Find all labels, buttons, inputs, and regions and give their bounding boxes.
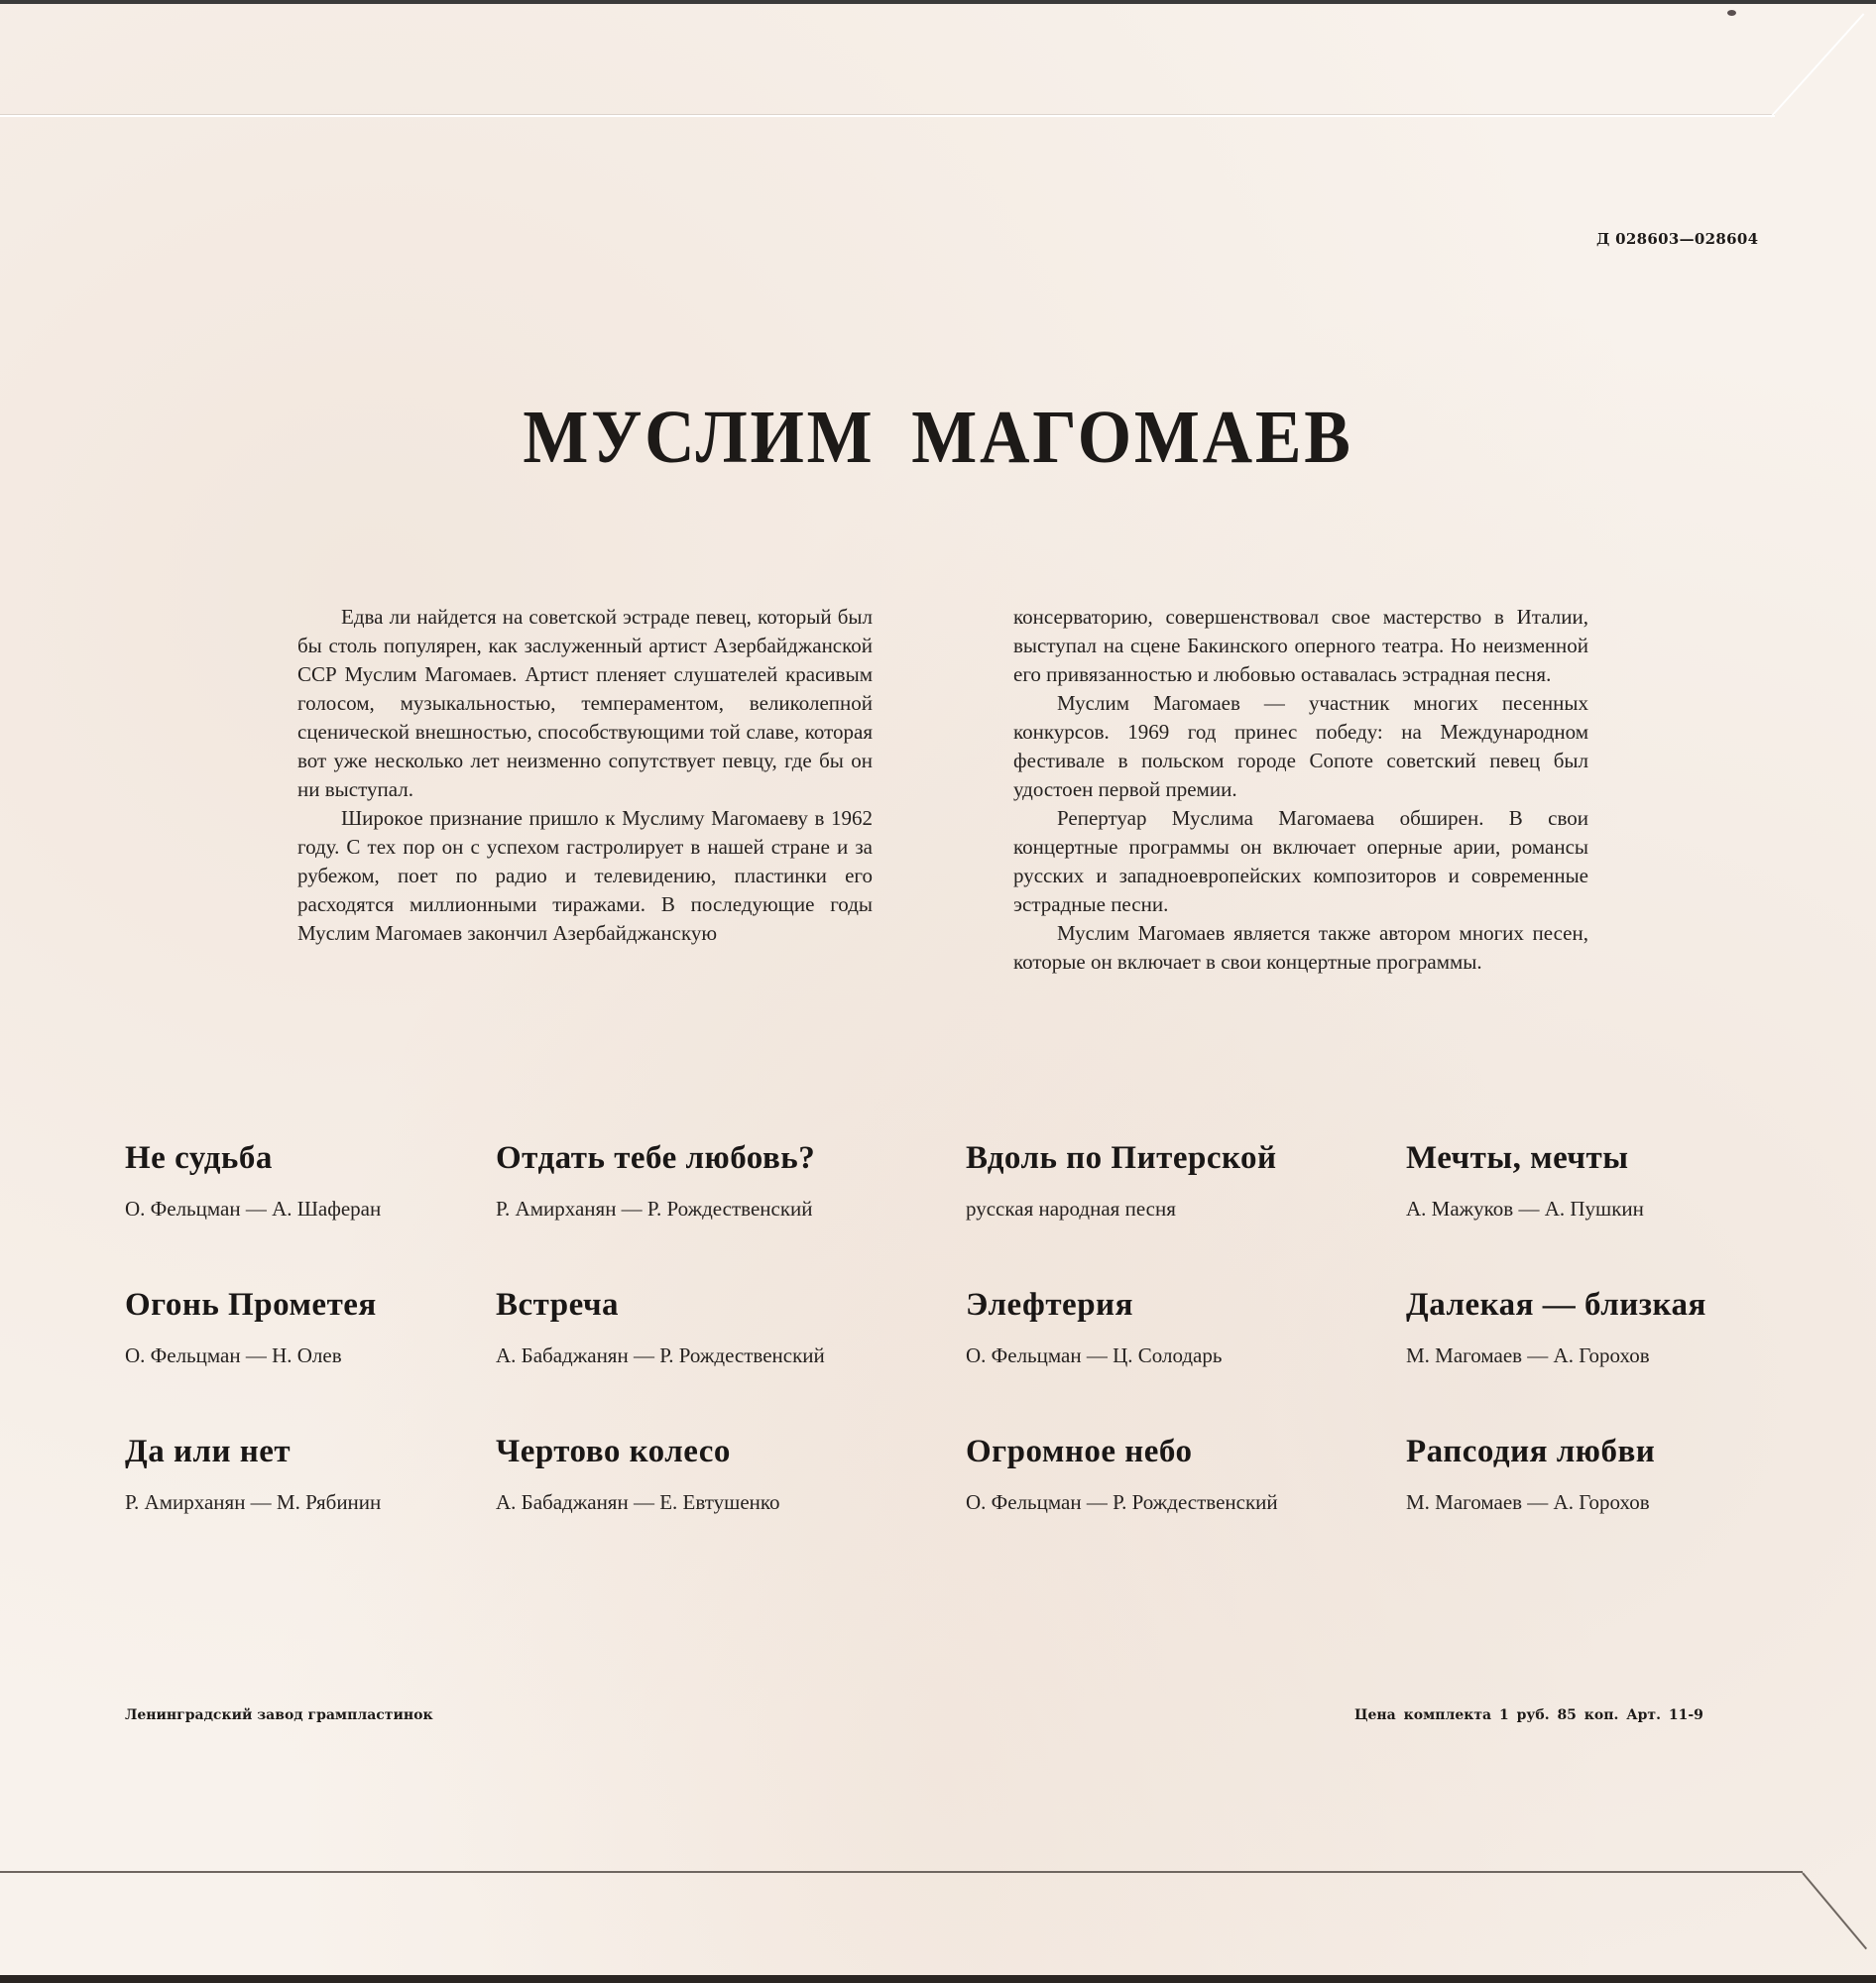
track-item <box>1406 1140 1862 1222</box>
catalog-number: Д 028603—028604 <box>1596 230 1759 248</box>
bio-right-column <box>1013 603 1588 977</box>
bio-paragraph: Широкое признание пришло к Муслиму Магомаеву в 1962 году. С тех пор он с успехом гастролирует в нашей стране и за рубежом, поет по радио и телевидению, пластинки его расходятся миллионными тиражами. В последующие годы Муслим Магомаев закончил Азербайджанскую <box>297 806 873 945</box>
track-credits: О. Фельцман — Н. Олев <box>125 1343 342 1367</box>
track-item <box>966 1140 1422 1222</box>
track-title: Да или нет <box>125 1434 292 1469</box>
track-credits: М. Магомаев — А. Горохов <box>1406 1490 1650 1514</box>
track-title: Чертово колесо <box>496 1434 731 1469</box>
track-item <box>1406 1434 1862 1515</box>
track-item <box>496 1287 952 1368</box>
track-title: Мечты, мечты <box>1406 1140 1629 1176</box>
track-credits: Р. Амирханян — Р. Рождественский <box>496 1197 813 1221</box>
track-title: Рапсодия любви <box>1406 1434 1656 1469</box>
top-flap-crease <box>0 115 1775 117</box>
bio-left-column <box>297 603 873 948</box>
track-item <box>496 1140 952 1222</box>
manufacturer-label: Ленинградский завод грампластинок <box>125 1707 433 1723</box>
track-title: Далекая — близкая <box>1406 1287 1706 1323</box>
bottom-flap-crease-diagonal <box>1802 1872 1867 1949</box>
track-item <box>966 1287 1422 1368</box>
track-credits: О. Фельцман — А. Шаферан <box>125 1197 382 1221</box>
ink-speck <box>1727 10 1736 16</box>
track-item <box>966 1434 1422 1515</box>
price-label: Цена комплекта 1 руб. 85 коп. Арт. 11-9 <box>1354 1707 1703 1723</box>
track-credits: А. Мажуков — А. Пушкин <box>1406 1197 1644 1221</box>
bio-paragraph: Муслим Магомаев является также автором многих песен, которые он включает в свои концертные программы. <box>1013 921 1588 974</box>
track-title: Не судьба <box>125 1140 273 1176</box>
track-title: Огромное небо <box>966 1434 1193 1469</box>
sleeve-top-edge <box>0 0 1876 4</box>
track-credits: А. Бабаджанян — Е. Евтушенко <box>496 1490 780 1514</box>
track-title: Вдоль по Питерской <box>966 1140 1277 1176</box>
bio-paragraph: консерваторию, совершенствовал свое мастерство в Италии, выступал на сцене Бакинского оперного театра. Но неизменной его привязанностью и любовью оставалась эстрадная песня. <box>1013 605 1588 686</box>
track-title: Отдать тебе любовь? <box>496 1140 816 1176</box>
track-credits: А. Бабаджанян — Р. Рождественский <box>496 1343 825 1367</box>
track-credits: О. Фельцман — Ц. Солодарь <box>966 1343 1223 1367</box>
track-item <box>496 1434 952 1515</box>
track-credits: Р. Амирханян — М. Рябинин <box>125 1490 382 1514</box>
track-credits: О. Фельцман — Р. Рождественский <box>966 1490 1278 1514</box>
sleeve-bottom-edge <box>0 1975 1876 1983</box>
artist-title: МУСЛИМ МАГОМАЕВ <box>523 396 1353 479</box>
track-credits: М. Магомаев — А. Горохов <box>1406 1343 1650 1367</box>
bio-paragraph: Муслим Магомаев — участник многих песенных конкурсов. 1969 год принес победу: на Международном фестивале в польском городе Сопоте советский певец был удостоен первой премии. <box>1013 691 1588 801</box>
bottom-flap-crease <box>0 1871 1803 1873</box>
bio-paragraph: Едва ли найдется на советской эстраде певец, который был бы столь популярен, как заслуженный артист Азербайджанской ССР Муслим Магомаев. Артист пленяет слушателей красивым голосом, музыкальностью, темпераментом, великолепной сценической внешностью, способствующими той славе, которая вот уже несколько лет неизменно сопутствует певцу, где бы он ни выступал. <box>297 605 873 801</box>
track-item <box>1406 1287 1862 1368</box>
bio-paragraph: Репертуар Муслима Магомаева обширен. В свои концертные программы он включает оперные арии, романсы русских и западноевропейских композиторов и современные эстрадные песни. <box>1013 806 1588 916</box>
track-title: Огонь Прометея <box>125 1287 377 1323</box>
track-title: Встреча <box>496 1287 620 1323</box>
track-title: Элефтерия <box>966 1287 1133 1323</box>
top-flap-crease-diagonal <box>1770 13 1864 117</box>
track-credits: русская народная песня <box>966 1197 1176 1221</box>
